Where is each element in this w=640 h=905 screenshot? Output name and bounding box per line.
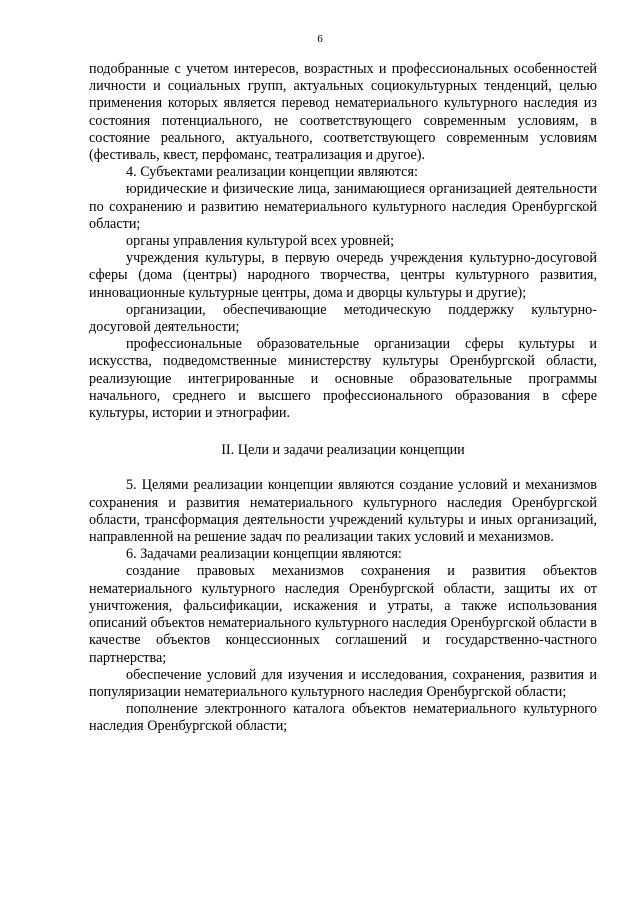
paragraph: юридические и физические лица, занимающиеся организацией деятельности по сохранению и развитию нематериального культурного наследия Оренбургской области; [89,181,597,232]
paragraph: подобранные с учетом интересов, возрастных и профессиональных особенностей личности и социальных групп, актуальных социокультурных тенденций, целью применения которых является перевод нематериального культурного наследия из состояния потенциального, не соответствующего современным условиям, в состояние реального, актуального, соответствующего современным условиям (фестиваль, квест, перфоманс, театрализация и другое). [89,61,597,164]
paragraph: обеспечение условий для изучения и исследования, сохранения, развития и популяризации нематериального культурного наследия Оренбургской области; [89,666,597,700]
paragraph: 6. Задачами реализации концепции являются: [126,546,402,563]
paragraph: организации, обеспечивающие методическую поддержку культурно-досуговой деятельности; [89,301,597,336]
paragraph: пополнение электронного каталога объектов нематериального культурного наследия Оренбургской области; [89,701,597,735]
paragraph: органы управления культурой всех уровней; [126,233,395,250]
paragraph: 4. Субъектами реализации концепции являются: [126,164,418,181]
paragraph: профессиональные образовательные организации сферы культуры и искусства, подведомственные министерству культуры Оренбургской области, реализующие интегрированные и основные образовательные программы начального, среднего и высшего профессионального образования в сфере культуры, истории и этнографии. [89,336,597,422]
paragraph: создание правовых механизмов сохранения и развития объектов нематериального культурного наследия Оренбургской области, защиты их от уничтожения, фальсификации, искажения и утраты, а также использования описаний объектов нематериального культурного наследия Оренбургской области в качестве объектов концессионных соглашений и государственно-частного партнерства; [89,563,597,666]
page-number: 6 [317,33,323,45]
paragraph: учреждения культуры, в первую очередь учреждения культурно-досуговой сферы (дома (центры) народного творчества, центры культурного развития, инновационные культурные центры, дома и дворцы культуры и другие); [89,250,597,301]
section-title: II. Цели и задачи реализации концепции [221,442,465,459]
paragraph: 5. Целями реализации концепции являются создание условий и механизмов сохранения и развития нематериального культурного наследия Оренбургской области, трансформация деятельности учреждений культуры и иных организаций, направленной на решение задач по реализации таких условий и механизмов. [89,477,597,546]
document-body [89,61,597,736]
